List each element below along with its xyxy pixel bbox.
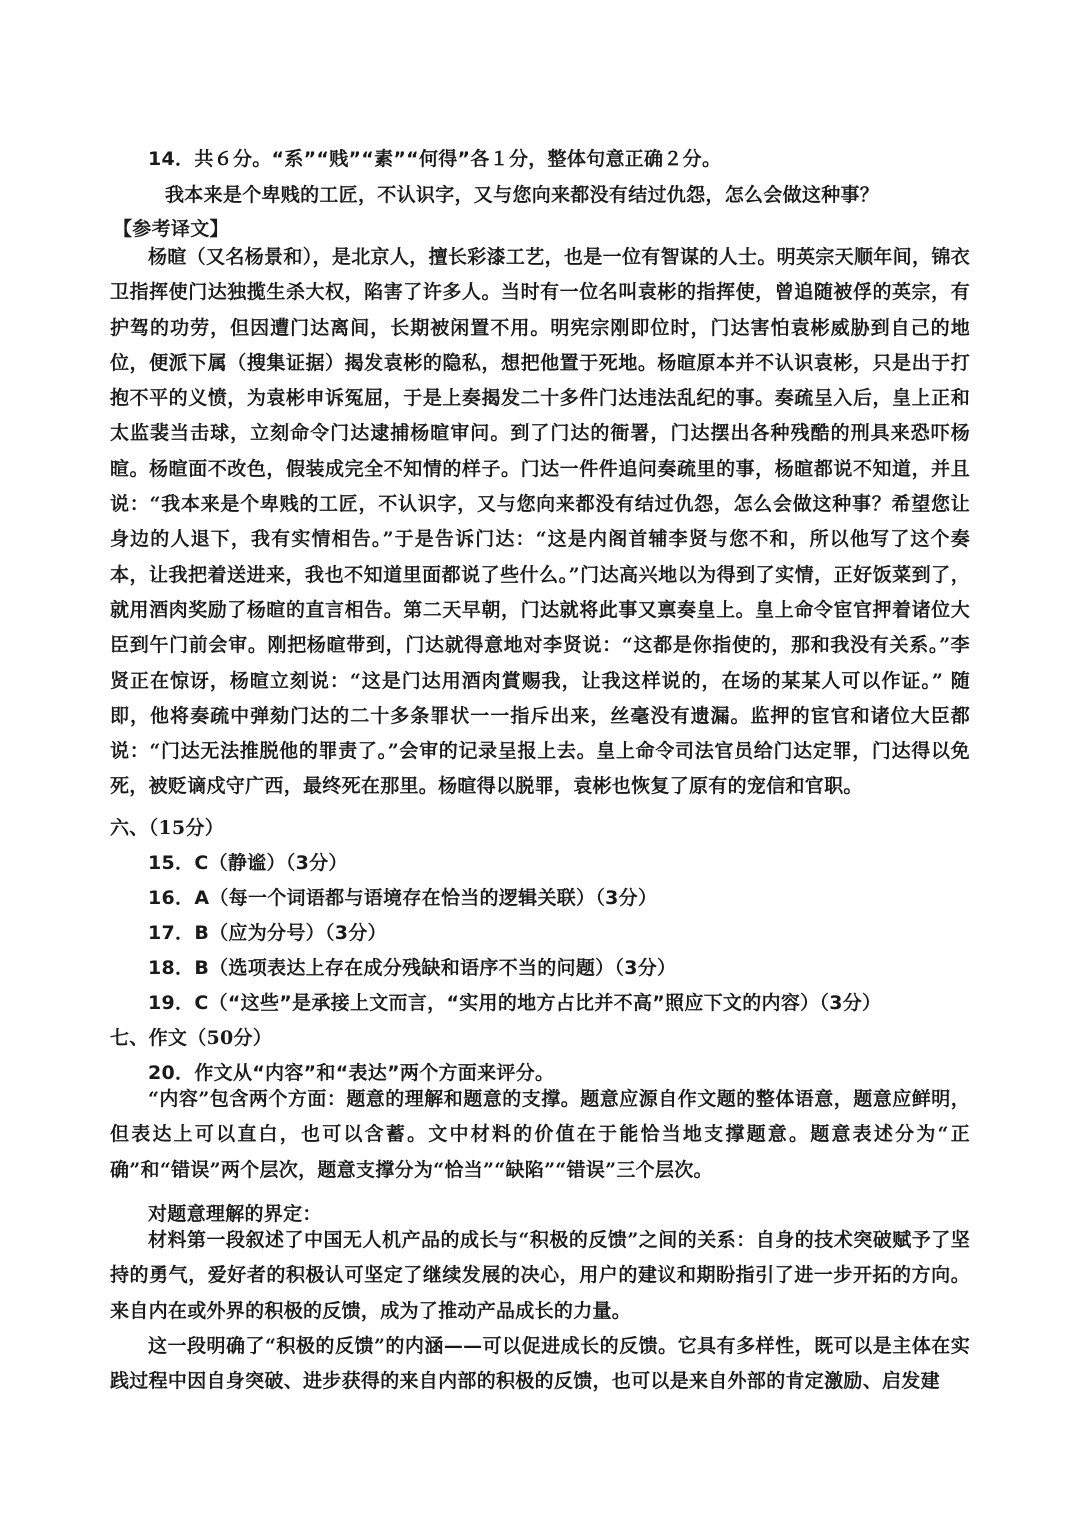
material-paragraph-block bbox=[110, 1223, 970, 1329]
translation-paragraph-block bbox=[110, 240, 970, 805]
translation-heading: 【参考译文】 bbox=[113, 218, 229, 240]
material-paragraph: 材料第一段叙述了中国无人机产品的成长与“积极的反馈”之间的关系：自身的技术突破赋予了坚持的勇气，爱好者的积极认可坚定了继续发展的决心，用户的建议和期盼指引了进一步开拓的方向。来自内在或外界的积极的反馈，成为了推动产品成长的力量。 bbox=[110, 1229, 970, 1322]
answer-16: 16．A（每一个词语都与语境存在恰当的逻辑关联）（3分） bbox=[148, 887, 658, 909]
section7-heading: 七、作文（50分） bbox=[110, 1027, 273, 1049]
answer-18: 18．B（选项表达上存在成分残缺和语序不当的问题）（3分） bbox=[148, 957, 677, 979]
content-paragraph: “内容”包含两个方面：题意的理解和题意的支撑。题意应源自作文题的整体语意，题意应鲜明，但表达上可以直白，也可以含蓄。文中材料的价值在于能恰当地支撑题意。题意表述分为“正确”和“错误”两个层次，题意支撑分为“恰当”“缺陷”“错误”三个层次。 bbox=[110, 1088, 970, 1181]
q14-score-line: 14．共６分。“系”“贱”“素”“何得”各１分，整体句意正确２分。 bbox=[148, 148, 722, 170]
meaning-paragraph-block bbox=[110, 1329, 970, 1400]
answer-17: 17．B（应为分号）（3分） bbox=[148, 922, 387, 944]
answer-15: 15．C（静谧）（3分） bbox=[148, 852, 348, 874]
content-paragraph-block bbox=[110, 1082, 970, 1188]
definition-heading: 对题意理解的界定： bbox=[148, 1203, 322, 1225]
section6-heading: 六、（15分） bbox=[110, 817, 225, 839]
meaning-paragraph: 这一段明确了“积极的反馈”的内涵——可以促进成长的反馈。它具有多样性，既可以是主体在实践过程中因自身突破、进步获得的来自内部的积极的反馈，也可以是来自外部的肯定激励、启发建 bbox=[110, 1335, 970, 1393]
q14-answer-line: 我本来是个卑贱的工匠，不认识字，又与您向来都没有结过仇怨，怎么会做这种事？ bbox=[165, 184, 880, 206]
translation-paragraph: 杨暄（又名杨景和），是北京人，擅长彩漆工艺，也是一位有智谋的人士。明英宗天顺年间，锦衣卫指挥使门达独揽生杀大权，陷害了许多人。当时有一位名叫袁彬的指挥使，曾追随被俘的英宗，有护驾的功劳，但因遭门达离间，长期被闲置不用。明宪宗刚即位时，门达害怕袁彬威胁到自己的地位，便派下属（搜集证据）揭发袁彬的隐私，想把他置于死地。杨暄原本并不认识袁彬，只是出于打抱不平的义愤，为袁彬申诉冤屈，于是上奏揭发二十多件门达违法乱纪的事。奏疏呈入后，皇上正和太监裴当击球，立刻命令门达逮捕杨暄审问。到了门达的衙署，门达摆出各种残酷的刑具来恐吓杨暄。杨暄面不改色，假装成完全不知情的样子。门达一件件追问奏疏里的事，杨暄都说不知道，并且说：“我本来是个卑贱的工匠，不认识字，又与您向来都没有结过仇怨，怎么会做这种事？希望您让身边的人退下，我有实情相告。”于是告诉门达：“这是内阁首辅李贤与您不和，所以他写了这个奏本，让我把着送进来，我也不知道里面都说了些什么。”门达高兴地以为得到了实情，正好饭菜到了，就用酒肉奖励了杨暄的直言相告。第二天早朝，门达就将此事又禀奏皇上。皇上命令宦官押着诸位大臣到午门前会审。刚把杨暄带到，门达就得意地对李贤说：“这都是你指使的，那和我没有关系。”李贤正在惊讶，杨暄立刻说：“这是门达用酒肉賞赐我，让我这样说的，在场的某某人可以作证。” 随即，他将奏疏中弹劾门达的二十多条罪状一一指斥出来，丝毫没有遗漏。监押的宦官和诸位大臣都说：“门达无法推脱他的罪责了。”会审的记录呈报上去。皇上命令司法官员给门达定罪，门达得以免死，被贬谪戍守广西，最终死在那里。杨暄得以脱罪，袁彬也恢复了原有的宠信和官职。 bbox=[110, 246, 970, 798]
answer-19: 19．C（“这些”是承接上文而言，“实用的地方占比并不高”照应下文的内容）（3分） bbox=[148, 992, 882, 1014]
q20-line: 20．作文从“内容”和“表达”两个方面来评分。 bbox=[148, 1062, 555, 1084]
